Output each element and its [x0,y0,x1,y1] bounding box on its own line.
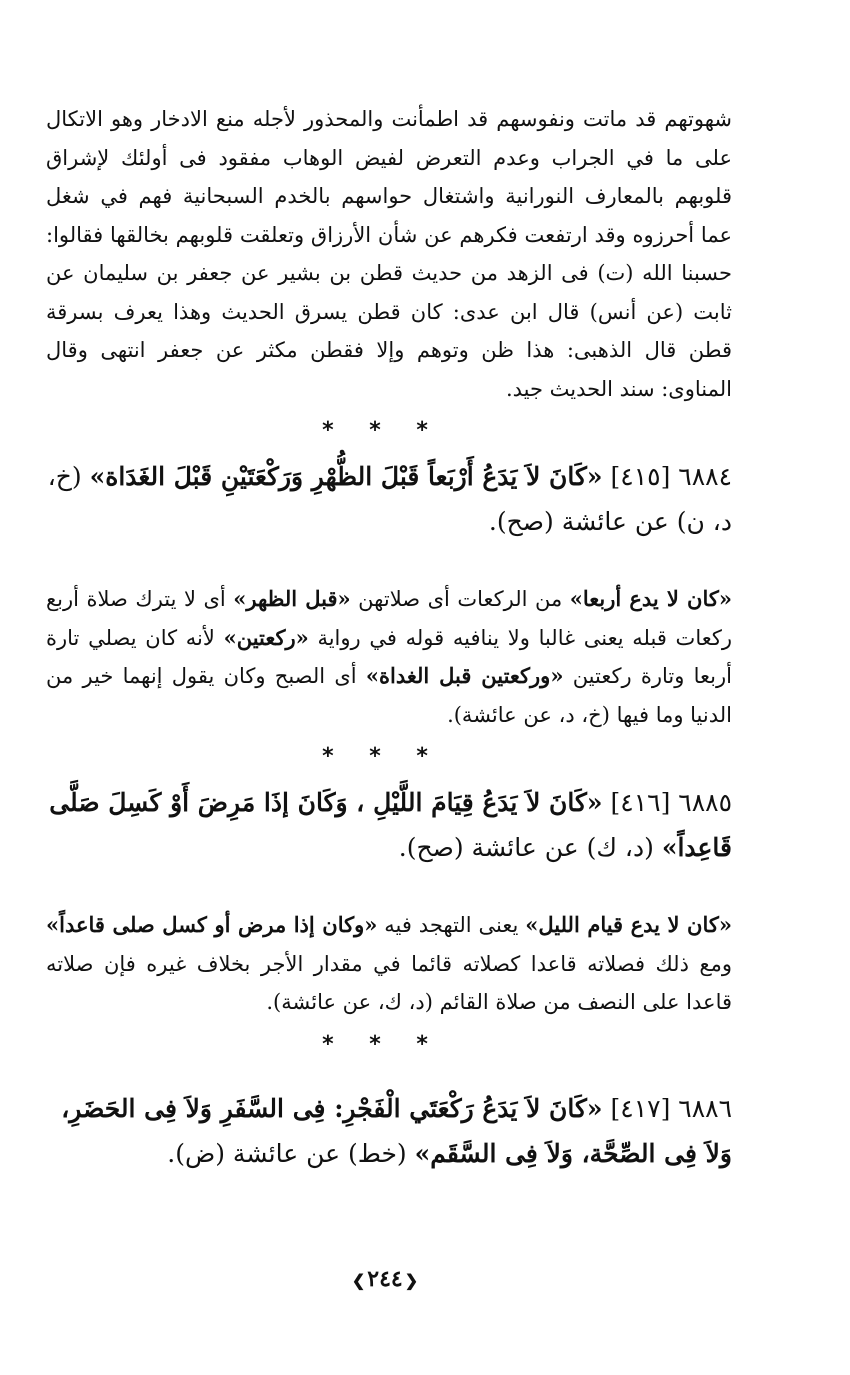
hadith-number: ٦٨٨٥ [٤١٦] [610,788,732,817]
quoted-phrase: «ركعتين» [223,624,309,650]
hadith-reference: (خط) عن عائشة (ض). [167,1138,407,1168]
hadith-reference: (د، ك) عن عائشة (صح). [398,833,654,862]
commentary-text: أى الصبح وكان يقول إنهما خير من الدنيا وما فيها (خ، د، عن عائشة). [46,664,732,727]
quoted-phrase: «كان لا يدع قيام الليل» [525,912,733,937]
page-number-value: ٢٤٤ [367,1266,403,1292]
commentary-text: لأنه كان يصلي تارة أربعا وتارة ركعتين [46,625,732,688]
commentary-paragraph-1: شهوتهم قد ماتت ونفوسهم قد اطمأنت والمحذور لأجله منع الادخار وهو الاتكال على ما في الجراب وعدم التعرض لفيض الوهاب مفقود فى أولئك لإشراق قلوبهم بالمعارف النورانية واشتغال حواسهم بالخدم السبحانية فهم في شغل عما أحرزوه وقد ارتفعت فكرهم عن شأن الأرزاق وتعلقت قلوبهم بخالقها فقالوا: حسبنا الله (ت) فى الزهد من حديث قطن بن بشير عن جعفر بن سليمان عن ثابت (عن أنس) قال ابن عدى: كان قطن يسرق الحديث وهذا يعرف بسرقة قطن قال الذهبى: هذا ظن وتوهم وإلا فقطن مكثر عن جعفر انتهى وقال المناوى: سند الحديث جيد. [46,107,732,401]
commentary-paragraph-2 [46,580,732,734]
quoted-phrase: «كان لا يدع أربعا» [569,586,732,611]
hadith-text: «كَانَ لاَ يَدَعُ قِيَامَ اللَّيْلِ ، وَكَانَ إذَا مَرِضَ أَوْ كَسِلَ صَلَّى قَاعِداً» [49,788,732,862]
page-number [0,1266,770,1292]
quoted-phrase: «قبل الظهر» [233,586,351,611]
hadith-6884 [46,454,732,544]
page-body [46,100,732,1176]
hadith-number: ٦٨٨٦ [٤١٧] [610,1093,732,1123]
hadith-number: ٦٨٨٤ [٤١٥] [610,462,732,491]
commentary-text: ومع ذلك فصلاته قاعدا كصلاته قائما في مقدار الأجر بخلاف غيره فإن صلاته قاعدا على النصف من صلاة القائم (د، ك، عن عائشة). [46,951,732,1014]
quoted-phrase: «وركعتين قبل الغداة» [365,663,564,688]
section-separator-3: * * * [322,1031,442,1057]
commentary-text: أى لا يترك صلاة أربع ركعات قبله يعنى غالبا ولا ينافيه قوله في رواية [46,587,732,650]
hadith-text: «كَانَ لاَ يَدَعُ أَرْبَعاً قَبْلَ الظُّهْرِ وَرَكْعَتَيْنِ قَبْلَ الغَدَاة» [89,462,603,491]
hadith-6886 [46,1086,732,1176]
commentary-paragraph-3 [46,906,732,1022]
hadith-text: «كَانَ لاَ يَدَعُ رَكْعَتَي الْفَجْرِ: فِى السَّفَرِ وَلاَ فِى الحَضَرِ، وَلاَ فِى الصِّحَّة، وَلاَ فِى السَّقَم» [61,1093,732,1168]
commentary-text: يعنى التهجد فيه [377,913,526,937]
hadith-reference: (خ، د، ن) عن عائشة (صح). [47,462,732,536]
hadith-6885 [46,780,732,870]
ornament-right-icon: ❮ [404,1270,419,1290]
commentary-text: من الركعات أى صلاتهن [350,587,570,611]
section-separator-2: * * * [322,744,442,769]
quoted-phrase: «وكان إذا مرض أو كسل صلى قاعداً» [46,912,378,937]
ornament-left-icon: ❯ [351,1270,366,1290]
section-separator-1: * * * [322,418,442,443]
